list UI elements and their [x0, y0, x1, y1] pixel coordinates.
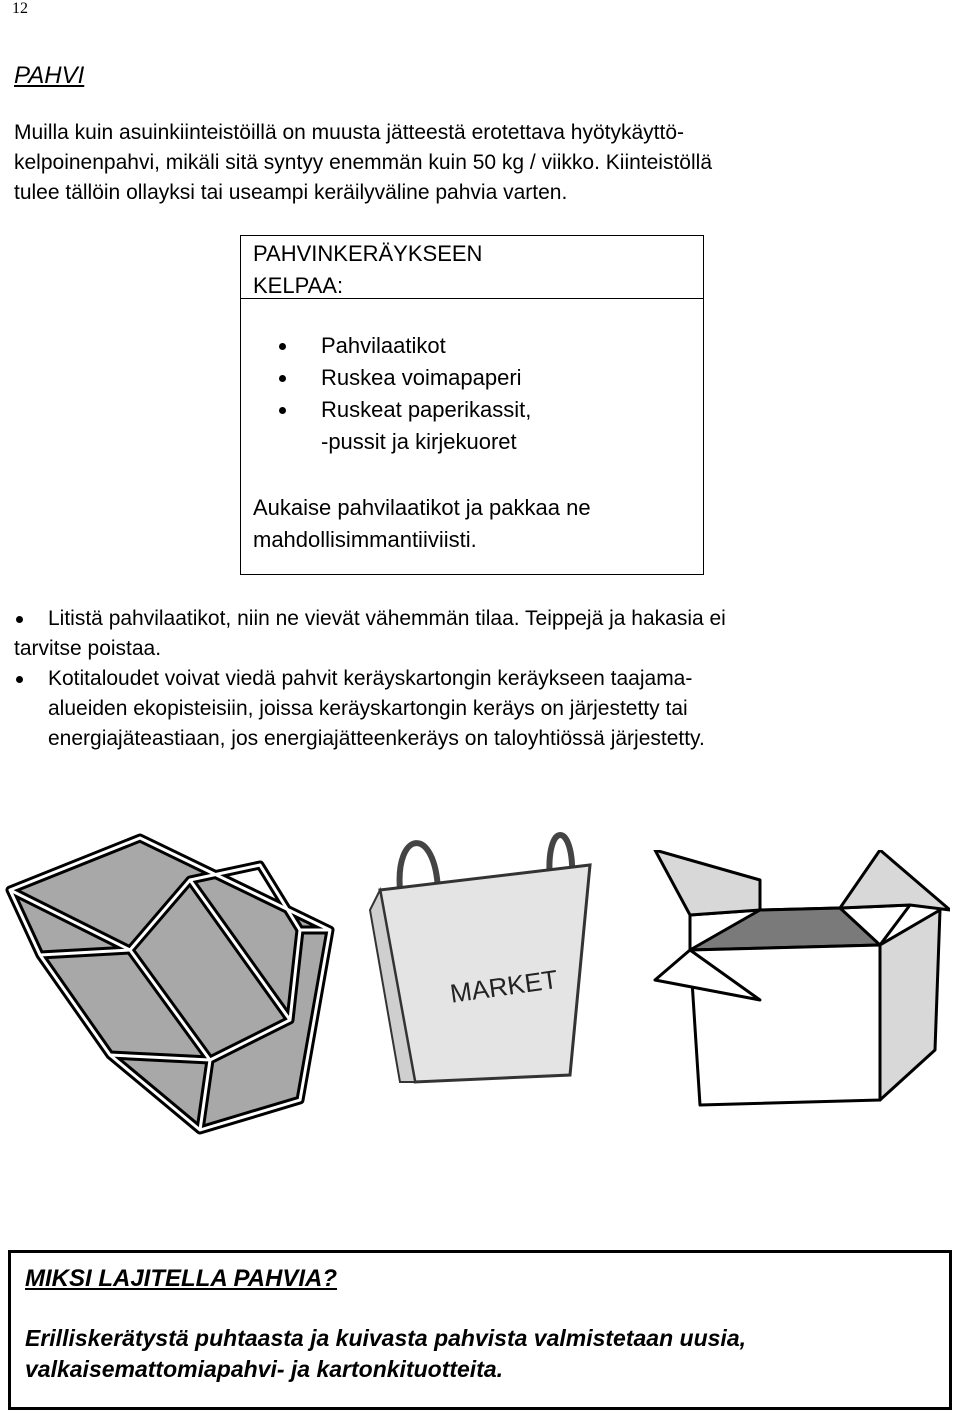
- section-title: PAHVI: [14, 62, 85, 89]
- why-sort-box: [8, 1250, 952, 1410]
- list-item-continuation: -pussit ja kirjekuoret: [321, 429, 517, 454]
- intro-paragraph: [14, 118, 944, 208]
- intro-line: tulee tällöin ollayksi tai useampi keräilyväline pahvia varten.: [14, 181, 568, 204]
- accepted-items-box: [240, 235, 704, 575]
- why-sort-line: valkaisemattomiapahvi- ja kartonkituotteita.: [25, 1356, 504, 1382]
- bullet-text-continuation: energiajäteastiaan, jos energiajätteenkeräys on taloyhtiössä järjestetty.: [48, 727, 705, 750]
- why-sort-line: Erilliskerätystä puhtaasta ja kuivasta pahvista valmistetaan uusia,: [25, 1325, 746, 1351]
- infobox-divider: [241, 298, 703, 299]
- infobox-title: [253, 238, 482, 302]
- flattened-box-illustration: [0, 810, 370, 1140]
- intro-line: kelpoinenpahvi, mikäli sitä syntyy enemmän kuin 50 kg / viikko. Kiinteistöllä: [14, 151, 712, 174]
- bullet-item: [14, 604, 944, 664]
- bullet-text: Litistä pahvilaatikot, niin ne vievät vähemmän tilaa. Teippejä ja hakasia ei: [48, 607, 726, 630]
- bullet-item: [14, 664, 944, 754]
- list-item: [279, 394, 531, 426]
- accepted-items-list: [279, 330, 531, 458]
- why-sort-text: [25, 1323, 925, 1385]
- page-number: 12: [12, 0, 28, 17]
- bag-label: MARKET: [448, 963, 560, 1009]
- bullet-icon: [279, 343, 286, 350]
- bullet-icon: [16, 676, 23, 683]
- infobox-title-line: KELPAA:: [253, 273, 344, 298]
- bullet-text-continuation: alueiden ekopisteisiin, joissa keräyskartongin keräys on järjestetty tai: [48, 697, 688, 720]
- infobox-note: [253, 492, 693, 556]
- list-item-text: Pahvilaatikot: [321, 333, 446, 358]
- bullet-icon: [16, 616, 23, 623]
- bullet-icon: [279, 407, 286, 414]
- list-item: [279, 362, 531, 394]
- list-item-text: Ruskea voimapaperi: [321, 365, 522, 390]
- infobox-title-line: PAHVINKERÄYKSEEN: [253, 241, 483, 266]
- infobox-note-line: mahdollisimmantiiviisti.: [253, 527, 477, 552]
- bullet-text: Kotitaloudet voivat viedä pahvit keräyskartongin keräykseen taajama-: [48, 667, 693, 690]
- bullet-icon: [279, 375, 286, 382]
- list-item-text: Ruskeat paperikassit,: [321, 397, 532, 422]
- instruction-bullets: [14, 604, 944, 754]
- open-box-illustration: [650, 850, 950, 1110]
- intro-line: Muilla kuin asuinkiinteistöillä on muusta jätteestä erotettava hyötykäyttö-: [14, 121, 685, 144]
- bullet-text-continuation: tarvitse poistaa.: [14, 637, 162, 660]
- why-sort-title: MIKSI LAJITELLA PAHVIA?: [25, 1265, 337, 1292]
- shopping-bag-illustration: [360, 820, 610, 1090]
- infobox-note-line: Aukaise pahvilaatikot ja pakkaa ne: [253, 495, 591, 520]
- list-item: [279, 330, 531, 362]
